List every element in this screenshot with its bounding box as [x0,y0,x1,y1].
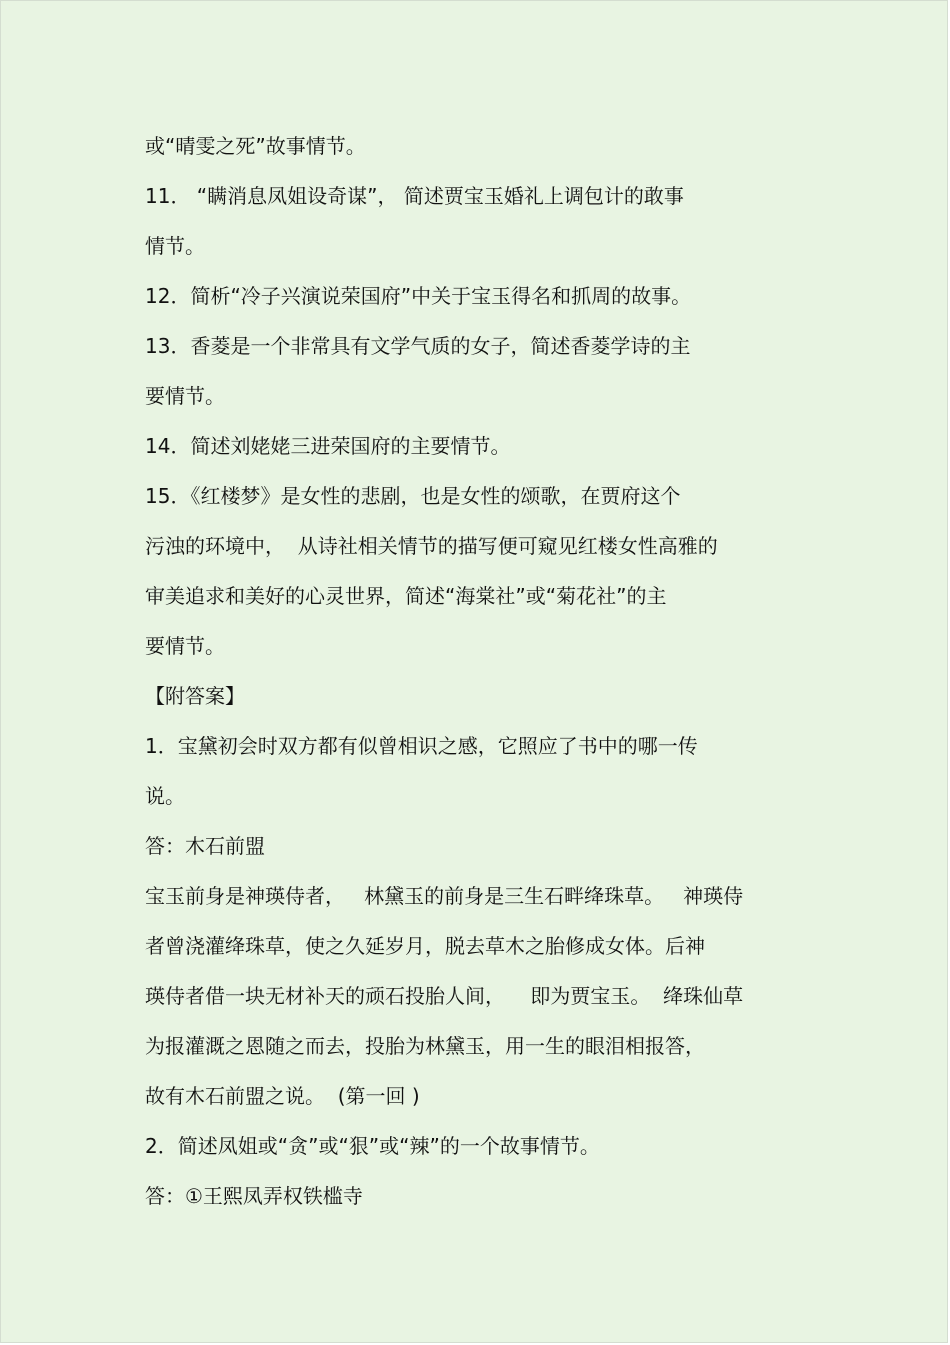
question-15-line-2: 污浊的环境中， 从诗社相关情节的描写便可窥见红楼女性高雅的 [145,534,718,558]
question-13-line-1: 13．香菱是一个非常具有文学气质的女子，简述香菱学诗的主 [145,334,691,358]
answer-1-explanation-line-2: 者曾浇灌绛珠草，使之久延岁月，脱去草木之胎修成女体。后神 [145,934,705,958]
text-line-1: 或“晴雯之死”故事情节。 [145,134,366,158]
question-15-line-3: 审美追求和美好的心灵世界，简述“海棠社”或“菊花社”的主 [145,584,667,608]
answer-section-heading: 【附答案】 [145,684,245,708]
question-12: 12．简析“冷子兴演说荣国府”中关于宝玉得名和抓周的故事。 [145,284,692,308]
question-13-line-2: 要情节。 [145,384,225,408]
answer-1-answer: 答：木石前盟 [145,834,265,858]
question-11-line-1: 11． “瞒消息凤姐设奇谋”， 简述贾宝玉婚礼上调包计的敢事 [145,184,684,208]
answer-2-answer: 答：①王熙凤弄权铁槛寺 [145,1184,363,1208]
question-11-line-2: 情节。 [145,234,205,258]
answer-1-explanation-line-3: 瑛侍者借一块无材补天的顽石投胎人间， 即为贾宝玉。 绛珠仙草 [145,984,744,1008]
answer-1-explanation-line-5: 故有木石前盟之说。 (第一回 ) [145,1084,420,1108]
document-body [145,121,825,1221]
question-15-line-1: 15．《红楼梦》是女性的悲剧，也是女性的颂歌，在贾府这个 [145,484,681,508]
answer-1-explanation-line-1: 宝玉前身是神瑛侍者， 林黛玉的前身是三生石畔绛珠草。 神瑛侍 [145,884,744,908]
answer-2-question: 2．简述凤姐或“贪”或“狠”或“辣”的一个故事情节。 [145,1134,600,1158]
answer-1-question-line-1: 1．宝黛初会时双方都有似曾相识之感，它照应了书中的哪一传 [145,734,698,758]
question-15-line-4: 要情节。 [145,634,225,658]
question-14: 14．简述刘姥姥三进荣国府的主要情节。 [145,434,511,458]
answer-1-question-line-2: 说。 [145,784,185,808]
answer-1-explanation-line-4: 为报灌溉之恩随之而去，投胎为林黛玉，用一生的眼泪相报答， [145,1034,705,1058]
